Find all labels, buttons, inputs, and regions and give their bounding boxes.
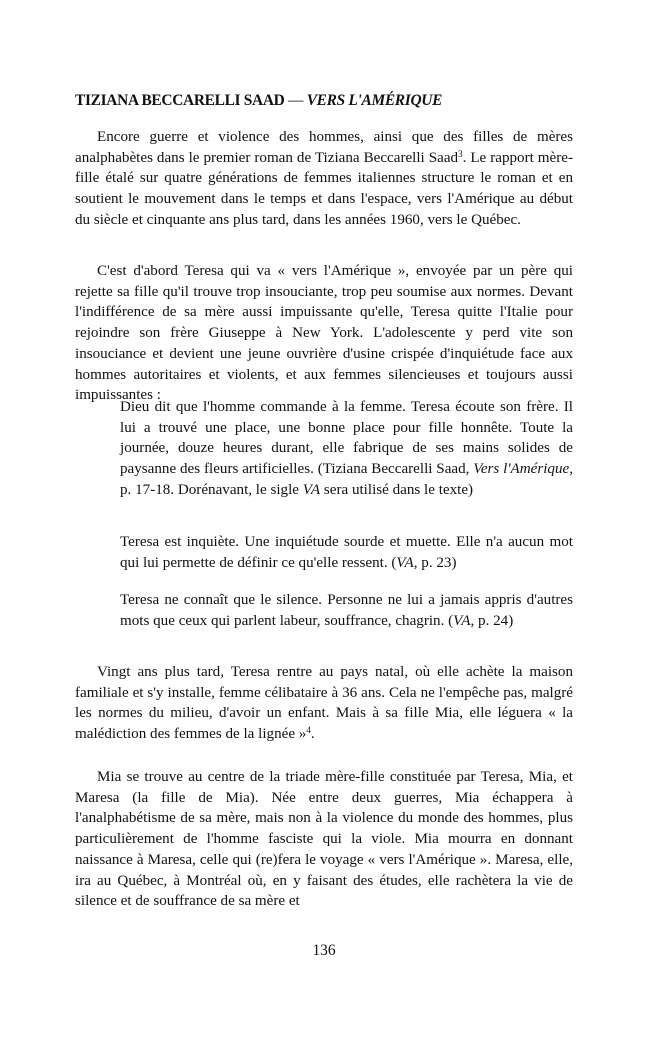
block-quote-2 <box>120 532 573 573</box>
quote-2-text: Teresa est inquiète. Une inquiétude sourde et muette. Elle n'a aucun mot qui lui permette de définir ce qu'elle ressent. ( <box>120 534 573 571</box>
paragraph-1 <box>75 127 573 231</box>
quote-1-text: Dieu dit que l'homme commande à la femme. Teresa écoute son frère. Il lui a trouvé une place, une bonne place pour fille honnête. Toute la journée, douze heures durant, elle fabrique de ses mains solides de paysanne des fleurs artificielles. (Tiziana Beccarelli Saad, <box>120 399 573 478</box>
paragraph-4-text: Mia se trouve au centre de la triade mère-fille constituée par Teresa, Mia, et Maresa (la fille de Mia). Née entre deux guerres, Mia échappera à l'analphabétisme de sa mère, mais non à la violence du monde des hommes, plus particulièrement de l'homme fasciste qui la viole. Mia mourra en donnant naissance à Maresa, celle qui (re)fera le voyage « vers l'Amérique ». Maresa, elle, ira au Québec, à Montréal où, en y faisant des études, elle rachètera la vie de silence et de souffrance de sa mère et <box>75 769 573 910</box>
quote-1-sigle: VA <box>302 481 321 498</box>
heading-dash: — <box>288 92 304 109</box>
block-quote-1 <box>120 397 573 501</box>
quote-1-text-mid: , p. 17-18. Dorénavant, le sigle <box>120 461 574 498</box>
paragraph-4 <box>75 767 573 912</box>
quote-2-text-end: , p. 23) <box>413 554 457 571</box>
book-page <box>75 0 573 1051</box>
quote-2-sigle: VA <box>396 554 414 571</box>
heading-author: TIZIANA BECCARELLI SAAD <box>75 92 285 109</box>
paragraph-2-text: C'est d'abord Teresa qui va « vers l'Amérique », envoyée par un père qui rejette sa fille qu'il trouve trop insouciante, trop peu soumise aux normes. Devant l'indifférence de sa mère aussi impuissante qu'elle, Teresa quitte l'Italie pour rejoindre son frère Giuseppe à New York. L'adolescente y perd vite son insouciance et devient une jeune ouvrière d'usine crispée d'inquiétude face aux hommes autoritaires et violents, et aux femmes silencieuses et toujours aussi impuissantes : <box>75 263 573 404</box>
paragraph-3-text: Vingt ans plus tard, Teresa rentre au pays natal, où elle achète la maison familiale et s'y installe, femme célibataire à 36 ans. Cela ne l'empêche pas, malgré les normes du milieu, d'avoir un enfant. Mais à sa fille Mia, elle léguera « la malédiction des femmes de la lignée » <box>75 664 573 743</box>
footnote-ref-3: 3 <box>458 148 463 159</box>
paragraph-1-text-after: . Le rapport mère-fille étalé sur quatre générations de femmes italiennes structure le roman et en soutient le mouvement dans le temps et dans l'espace, vers l'Amérique au début du siècle et cinquante ans plus tard, dans les années 1960, vers le Québec. <box>75 149 573 228</box>
section-heading <box>75 91 573 112</box>
block-quote-3 <box>120 590 573 631</box>
quote-3-text-end: , p. 24) <box>470 612 514 629</box>
heading-title: VERS L'AMÉRIQUE <box>306 92 443 109</box>
quote-3-text: Teresa ne connaît que le silence. Personne ne lui a jamais appris d'autres mots que ceux qui parlent labeur, souffrance, chagrin. ( <box>120 592 573 629</box>
quote-1-text-end: sera utilisé dans le texte) <box>320 481 474 498</box>
quote-3-sigle: VA <box>453 612 471 629</box>
quote-1-book-title: Vers l'Amérique <box>473 461 570 478</box>
footnote-ref-4: 4 <box>306 725 311 736</box>
paragraph-2 <box>75 261 573 406</box>
paragraph-1-text: Encore guerre et violence des hommes, ainsi que des filles de mères analphabètes dans le premier roman de Tiziana Beccarelli Saad <box>75 129 573 166</box>
paragraph-3-text-after: . <box>310 726 315 743</box>
paragraph-3 <box>75 662 573 745</box>
page-number: 136 <box>312 942 336 959</box>
